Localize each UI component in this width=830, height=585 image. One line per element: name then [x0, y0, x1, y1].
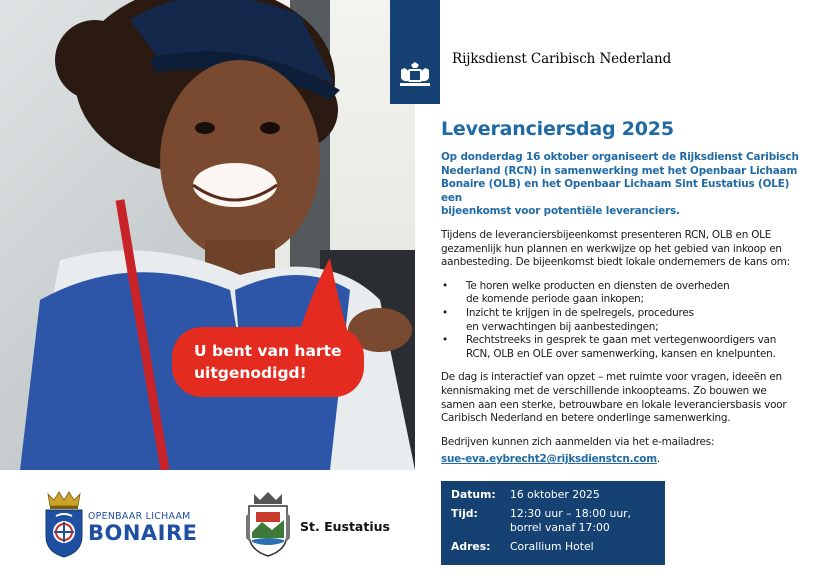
time-row [451, 507, 655, 536]
event-details-box [441, 481, 665, 565]
brand-name: Rijksdienst Caribisch Nederland [452, 51, 672, 67]
closing-line: Caribisch Nederland en betere onderlinge samenwerking. [441, 412, 731, 425]
lead-line: bijeenkomst voor potentiële leveranciers. [441, 205, 680, 218]
intro-line: aanbesteding. De bijeenkomst biedt lokale ondernemers de kans om: [441, 256, 790, 269]
list-item-line: de komende periode gaan inkopen; [466, 293, 644, 306]
address-value: Corallium Hotel [510, 539, 594, 553]
benefit-list [441, 280, 811, 362]
rijksoverheid-ribbon [390, 0, 440, 104]
page-title: Leveranciersdag 2025 [441, 118, 674, 140]
intro-line: gezamenlijk hun plannen en werkwijze op het gebied van inkoop en [441, 242, 782, 255]
time-value-line: borrel vanaf 17:00 [510, 521, 610, 534]
bonaire-crest-icon [42, 490, 86, 558]
list-item-line: • Rechtstreeks in gesprek te gaan met vertegenwoordigers van [466, 334, 777, 347]
date-value: 16 oktober 2025 [510, 488, 600, 501]
bubble-line-2: uitgenodigd! [194, 364, 307, 382]
signup-text: Bedrijven kunnen zich aanmelden via het e-mailadres: [441, 435, 715, 448]
main-content [441, 118, 811, 467]
time-value-line: 12:30 uur – 18:00 uur, [510, 506, 632, 520]
address-row [451, 540, 655, 555]
bonaire-line2: BONAIRE [88, 521, 198, 545]
closing-line: samen aan een sterke, betrouwbare en lokale leveranciersbasis voor [441, 398, 787, 411]
st-eustatius-crest-icon [244, 492, 292, 558]
statia-wordmark: St. Eustatius [300, 519, 390, 534]
email-suffix: . [656, 453, 660, 466]
bubble-line-1: U bent van harte [194, 342, 342, 360]
list-item [441, 334, 811, 361]
time-value [510, 507, 655, 536]
date-label: Datum: [451, 488, 496, 501]
lead-paragraph [441, 151, 811, 219]
speech-bubble [172, 327, 364, 397]
lead-line: Op donderdag 16 oktober organiseert de Rijksdienst Caribisch [441, 151, 799, 163]
list-item [441, 280, 811, 307]
list-item [441, 307, 811, 334]
intro-paragraph [441, 229, 811, 270]
closing-line: kennismaking met de verschillende inkoopteams. Zo bouwen we [441, 384, 767, 397]
lead-line: Nederland (RCN) in samenwerking met het Openbaar Lichaam [441, 164, 798, 177]
list-item-line: • Inzicht te krijgen in de spelregels, procedures [466, 306, 694, 319]
address-label: Adres: [451, 539, 491, 553]
list-item-line: • Te horen welke producten en diensten de overheden [466, 279, 730, 292]
bonaire-line1: OPENBAAR LICHAAM [88, 511, 191, 522]
bonaire-wordmark [88, 511, 198, 545]
date-row [451, 488, 655, 503]
coat-of-arms-icon [397, 62, 433, 88]
signup-paragraph [441, 436, 811, 467]
closing-paragraph [441, 371, 811, 425]
list-item-line: en verwachtingen bij aanbestedingen; [466, 320, 659, 333]
email-link[interactable]: sue-eva.eybrecht2@rijksdienstcn.com [441, 453, 657, 466]
intro-line: Tijdens de leveranciersbijeenkomst presenteren RCN, OLB en OLE [441, 228, 772, 241]
closing-line: De dag is interactief van opzet – met ruimte voor vragen, ideeën en [441, 371, 782, 384]
lead-line: Bonaire (OLB) en het Openbaar Lichaam Sint Eustatius (OLE) een [441, 178, 790, 204]
speech-bubble-tail [0, 0, 415, 470]
time-label: Tijd: [451, 506, 478, 520]
list-item-line: RCN, OLB en OLE over samenwerking, kansen en knelpunten. [466, 347, 776, 360]
